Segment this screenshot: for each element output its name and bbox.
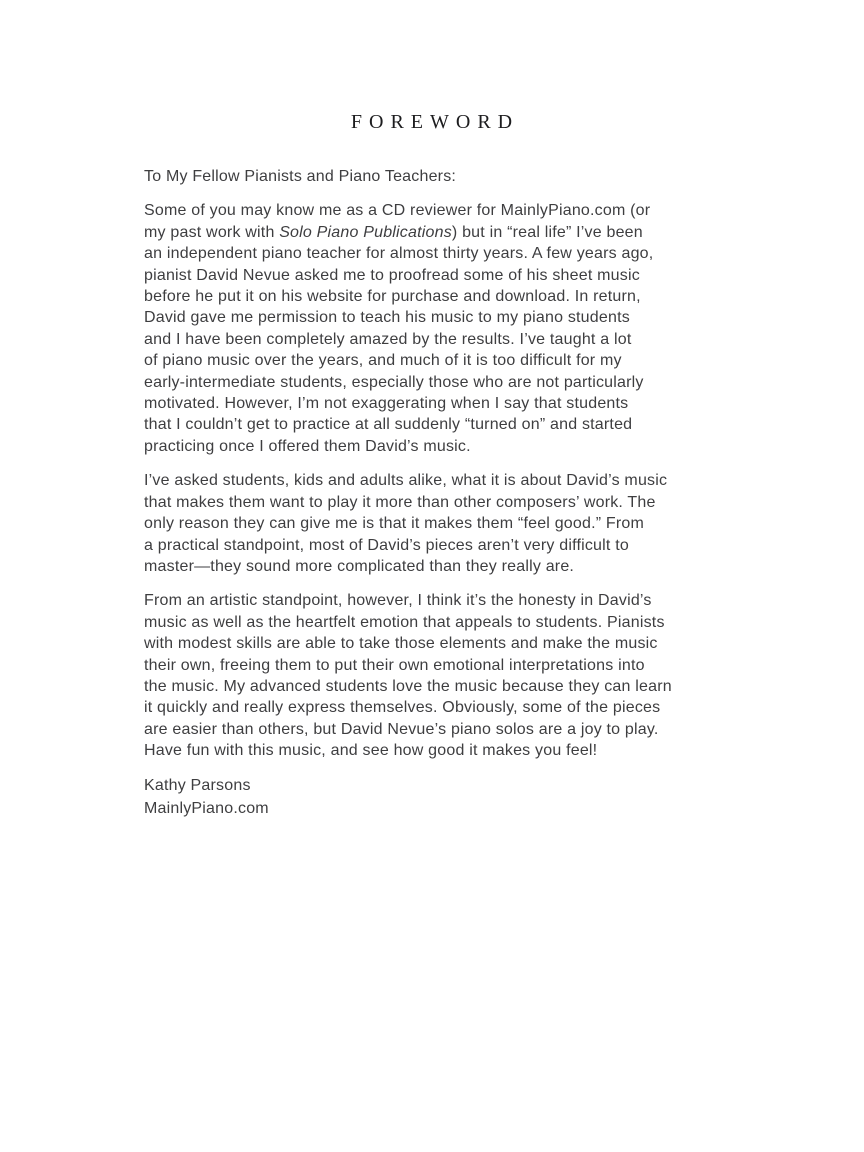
paragraph <box>144 200 726 457</box>
text-line: an independent piano teacher for almost thirty years. A few years ago, <box>144 245 654 263</box>
text-line: with modest skills are able to take those elements and make the music <box>144 635 658 653</box>
text-line: it quickly and really express themselves. Obviously, some of the pieces <box>144 699 661 717</box>
text-line: of piano music over the years, and much of it is too difficult for my <box>144 352 622 370</box>
text-line: before he put it on his website for purchase and download. In return, <box>144 288 641 306</box>
signature-name: Kathy Parsons <box>144 776 251 794</box>
salutation: To My Fellow Pianists and Piano Teachers: <box>144 168 457 185</box>
text-line: only reason they can give me is that it makes them “feel good.” From <box>144 515 645 533</box>
text-line: that I couldn’t get to practice at all suddenly “turned on” and started <box>144 416 633 434</box>
paragraph <box>144 590 726 761</box>
paragraph <box>144 470 726 577</box>
text-line: my past work with Solo Piano Publications) but in “real life” I’ve been <box>144 223 643 241</box>
text-line: the music. My advanced students love the music because they can learn <box>144 677 672 695</box>
signature-site: MainlyPiano.com <box>144 799 269 817</box>
text-line: Some of you may know me as a CD reviewer for MainlyPiano.com (or <box>144 202 651 220</box>
page-title: FOREWORD <box>350 111 520 133</box>
text-line: Have fun with this music, and see how good it makes you feel! <box>144 742 598 760</box>
text-line: I’ve asked students, kids and adults alike, what it is about David’s music <box>144 472 668 490</box>
text-line: pianist David Nevue asked me to proofread some of his sheet music <box>144 266 640 284</box>
text-line: early-intermediate students, especially those who are not particularly <box>144 373 644 391</box>
text-line: that makes them want to play it more than other composers’ work. The <box>144 493 656 511</box>
text-line: From an artistic standpoint, however, I think it’s the honesty in David’s <box>144 592 652 610</box>
text-line: their own, freeing them to put their own emotional interpretations into <box>144 656 645 674</box>
signature <box>144 774 726 820</box>
text-line: are easier than others, but David Nevue’s piano solos are a joy to play. <box>144 720 659 738</box>
text-line: and I have been completely amazed by the results. I’ve taught a lot <box>144 330 632 348</box>
page-content <box>144 0 726 820</box>
text-line: motivated. However, I’m not exaggerating when I say that students <box>144 395 629 413</box>
text-line: music as well as the heartfelt emotion that appeals to students. Pianists <box>144 613 665 631</box>
text-line: master—they sound more complicated than they really are. <box>144 557 575 575</box>
text-line: practicing once I offered them David’s music. <box>144 437 471 455</box>
body-paragraphs <box>144 200 726 761</box>
text-line: David gave me permission to teach his music to my piano students <box>144 309 630 327</box>
text-line: a practical standpoint, most of David’s pieces aren’t very difficult to <box>144 536 629 554</box>
